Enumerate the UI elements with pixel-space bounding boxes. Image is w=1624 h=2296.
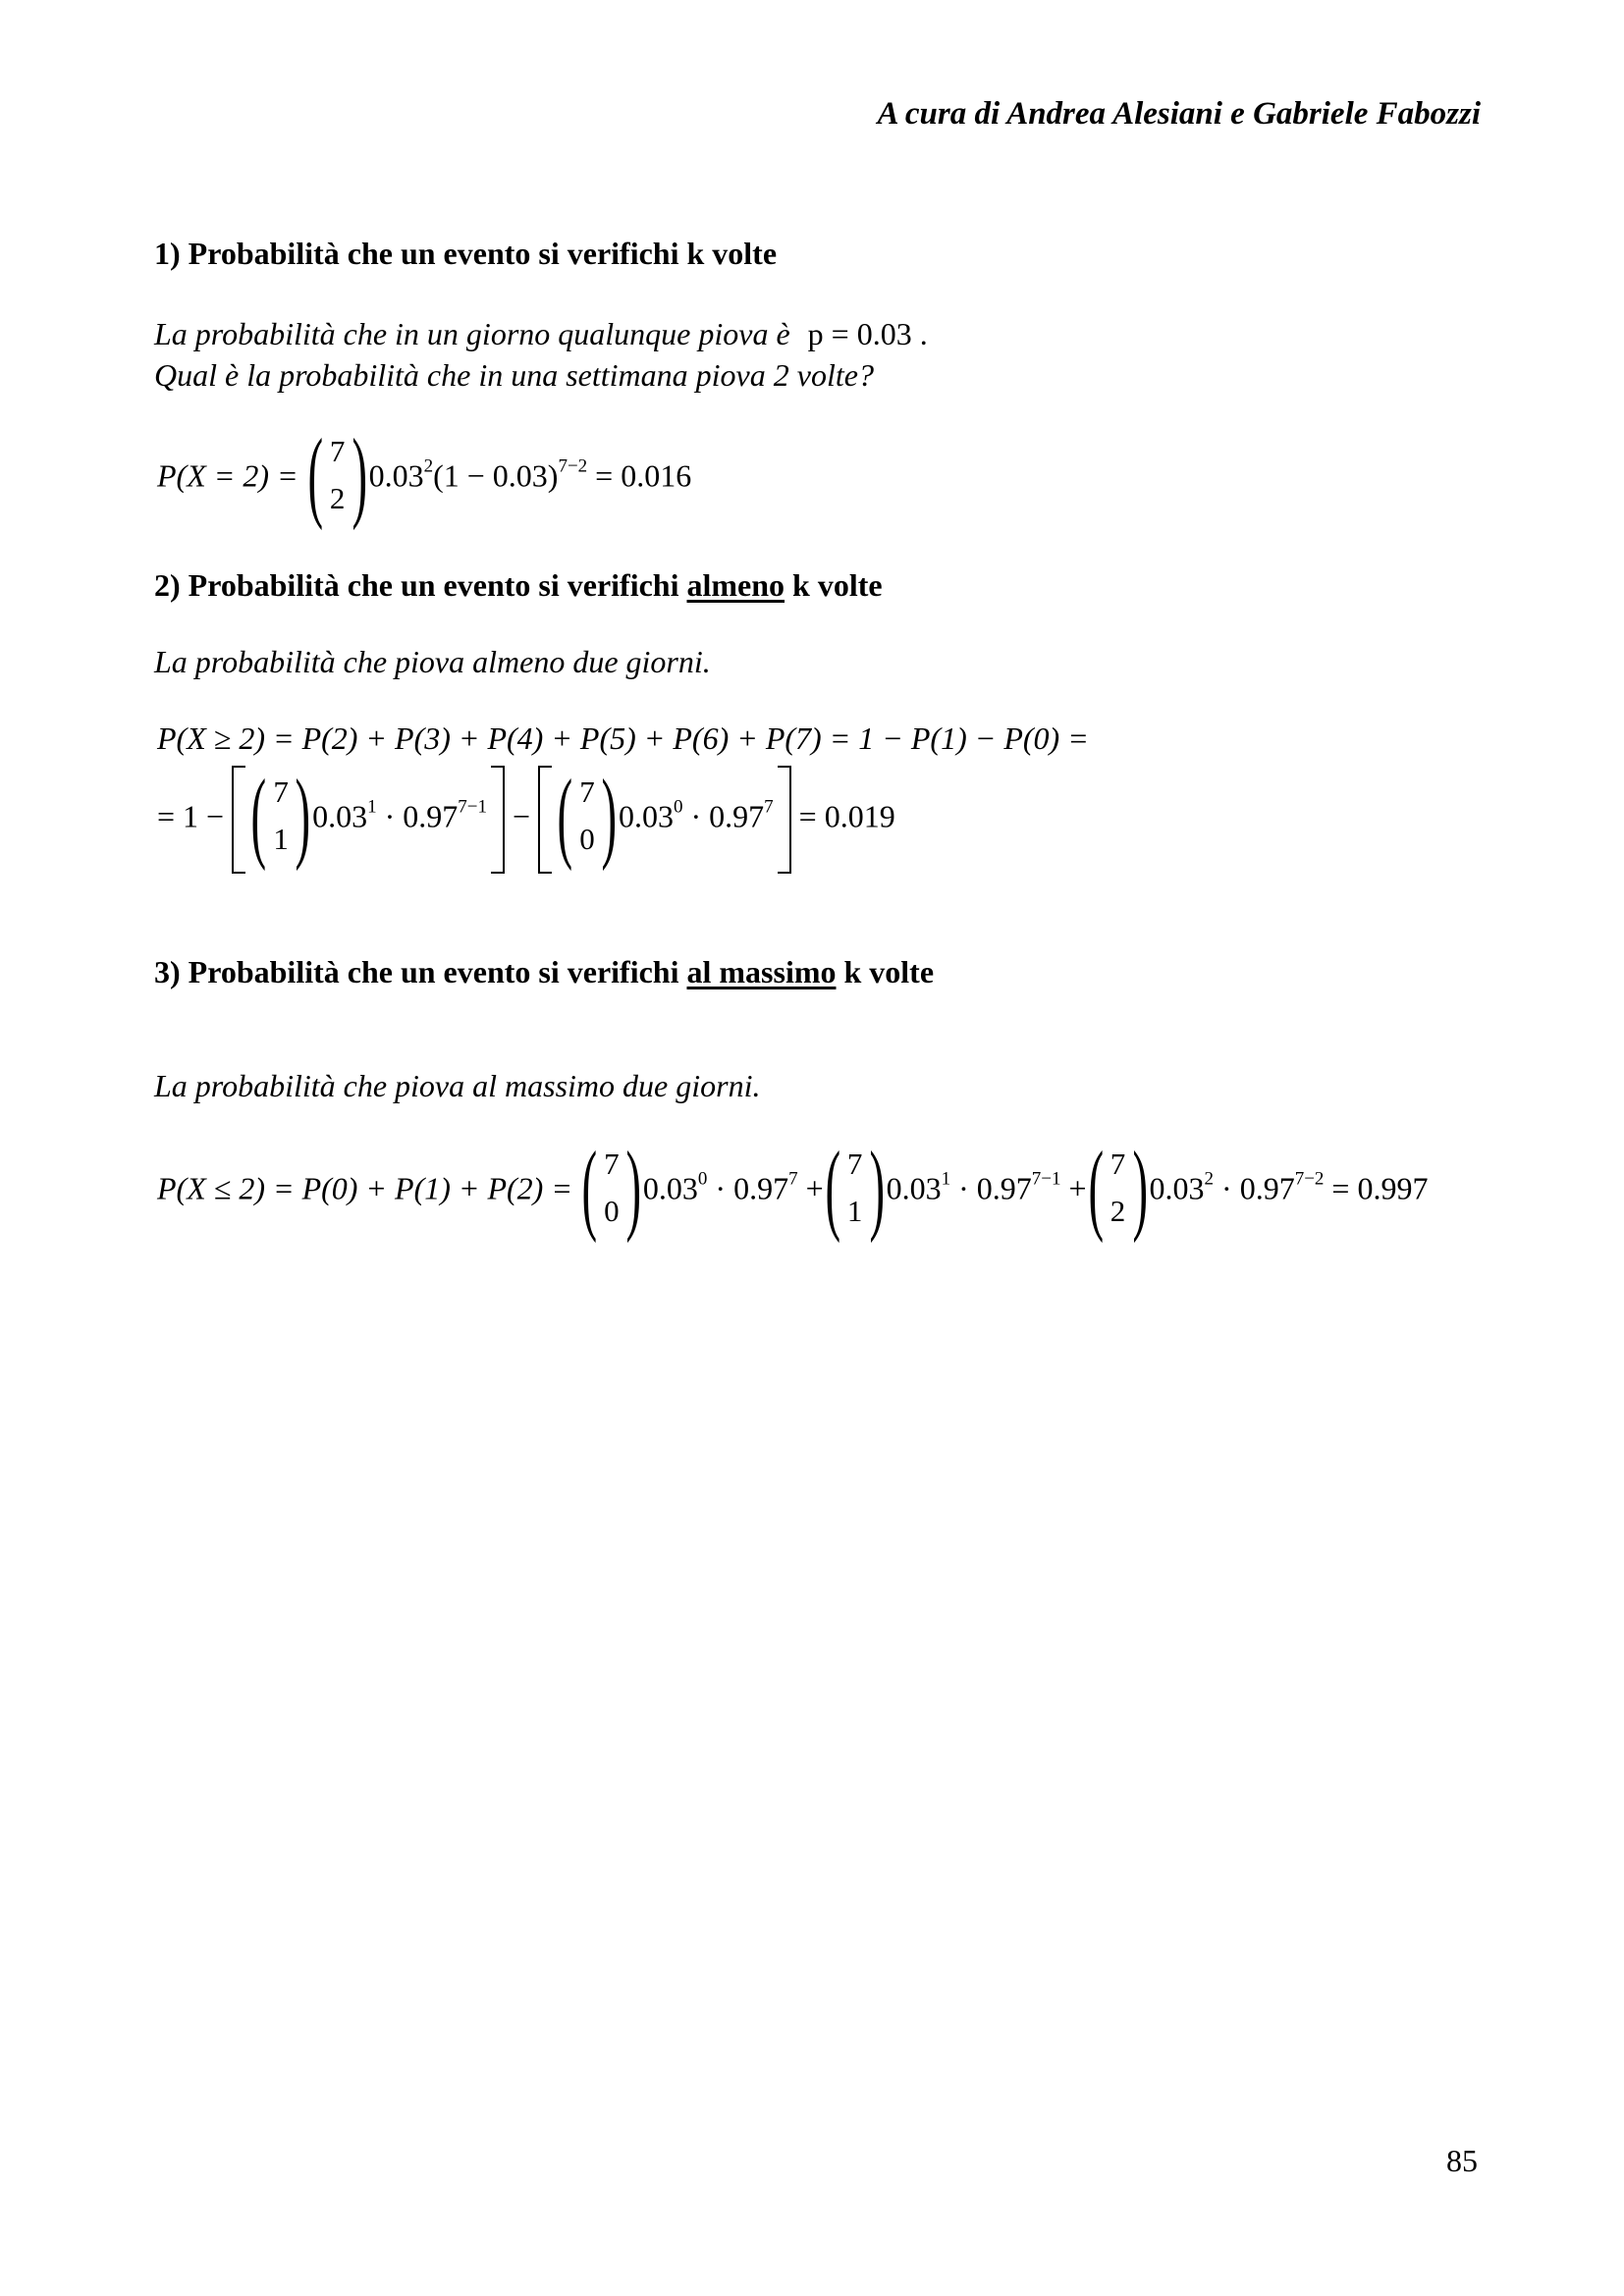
- formula-lhs: P(X = 2) =: [157, 457, 298, 494]
- title-text-end: k volte: [785, 567, 883, 603]
- term: 0.03: [642, 1170, 698, 1206]
- term-mid: · 0.97: [1214, 1170, 1295, 1206]
- term: 0.03: [619, 798, 675, 834]
- term-mid: · 0.97: [707, 1170, 789, 1206]
- section-2-title: [154, 567, 883, 604]
- exp2: 7−2: [1294, 1168, 1325, 1190]
- binomial-coefficient: ( 7 2 ): [307, 418, 368, 531]
- section-2-problem: La probabilità che piova almeno due giorni.: [154, 644, 711, 679]
- binom-n: 7: [579, 774, 595, 809]
- formula-result: = 0.997: [1324, 1170, 1429, 1206]
- line2-start: = 1 −: [157, 798, 225, 834]
- left-bracket: [232, 766, 245, 874]
- title-emphasis: al massimo: [686, 954, 837, 989]
- formula-result: = 0.019: [798, 798, 895, 834]
- section-3-problem: La probabilità che piova al massimo due giorni.: [154, 1068, 761, 1103]
- binomial-coefficient: ( 7 2 ): [1088, 1131, 1149, 1244]
- right-bracket: [778, 766, 791, 874]
- formula-lhs: P(X ≤ 2) = P(0) + P(1) + P(2) =: [157, 1170, 572, 1206]
- exp: 2: [1204, 1168, 1215, 1190]
- exp2: 7−1: [458, 796, 487, 818]
- exp: 1: [941, 1168, 951, 1190]
- plus-sign: +: [797, 1170, 824, 1206]
- binomial-coefficient: ( 7 0 ): [581, 1131, 642, 1244]
- section-1-formula: [157, 418, 692, 531]
- section-2-formula-line-1: P(X ≥ 2) = P(2) + P(3) + P(4) + P(5) + P(6) + P(7) = 1 − P(1) − P(0) =: [157, 721, 1089, 756]
- term: 0.03: [312, 798, 368, 834]
- title-emphasis: almeno: [686, 567, 785, 603]
- binomial-coefficient: ( 7 1 ): [825, 1131, 886, 1244]
- exp: 0: [674, 796, 683, 818]
- section-3-title: [154, 954, 934, 990]
- binom-k: 0: [579, 822, 595, 856]
- exp2: 7−1: [1031, 1168, 1061, 1190]
- formula-exp: 2: [423, 455, 434, 477]
- binom-n: 7: [604, 1147, 620, 1181]
- binom-n: 7: [273, 774, 289, 809]
- binom-k: 2: [1110, 1194, 1126, 1228]
- left-bracket: [538, 766, 552, 874]
- section-1-problem-line-1: [154, 316, 928, 352]
- running-header: A cura di Andrea Alesiani e Gabriele Fabozzi: [877, 96, 1481, 132]
- exp2: 7: [764, 796, 774, 818]
- formula-mid: (1 − 0.03): [433, 457, 559, 494]
- term-mid: · 0.97: [682, 798, 765, 834]
- problem-text: La probabilità che in un giorno qualunque piova è: [154, 316, 790, 351]
- right-bracket: [491, 766, 505, 874]
- binom-n: 7: [329, 434, 346, 468]
- binom-k: 1: [273, 822, 289, 856]
- title-text: 2) Probabilità che un evento si verifichi: [154, 567, 687, 603]
- section-3-formula: [157, 1131, 1429, 1244]
- minus-sign: −: [512, 798, 531, 834]
- title-text: 3) Probabilità che un evento si verifichi: [154, 954, 687, 989]
- plus-sign: +: [1060, 1170, 1087, 1206]
- exp: 0: [697, 1168, 708, 1190]
- term-mid: · 0.97: [376, 798, 459, 834]
- formula-base: 0.03: [368, 457, 424, 494]
- term: 0.03: [1149, 1170, 1205, 1206]
- binom-k: 1: [846, 1194, 863, 1228]
- binom-k: 2: [329, 481, 346, 515]
- section-1-title: 1) Probabilità che un evento si verifichi k volte: [154, 236, 778, 271]
- page-number: 85: [1446, 2143, 1478, 2178]
- binomial-coefficient: ( 7 1 ): [250, 759, 311, 872]
- term: 0.03: [886, 1170, 942, 1206]
- term-mid: · 0.97: [950, 1170, 1032, 1206]
- exp2: 7: [788, 1168, 798, 1190]
- binom-k: 0: [604, 1194, 620, 1228]
- binom-n: 7: [1110, 1147, 1126, 1181]
- section-1-problem-line-2: Qual è la probabilità che in una settimana piova 2 volte?: [154, 357, 874, 393]
- formula-result: = 0.016: [595, 457, 692, 494]
- binomial-coefficient: ( 7 0 ): [557, 759, 618, 872]
- title-text-end: k volte: [836, 954, 935, 989]
- section-2-formula-line-2: [157, 759, 895, 874]
- formula-exp2: 7−2: [558, 455, 588, 477]
- exp: 1: [367, 796, 377, 818]
- probability-value: p = 0.03 .: [807, 316, 928, 351]
- binom-n: 7: [846, 1147, 863, 1181]
